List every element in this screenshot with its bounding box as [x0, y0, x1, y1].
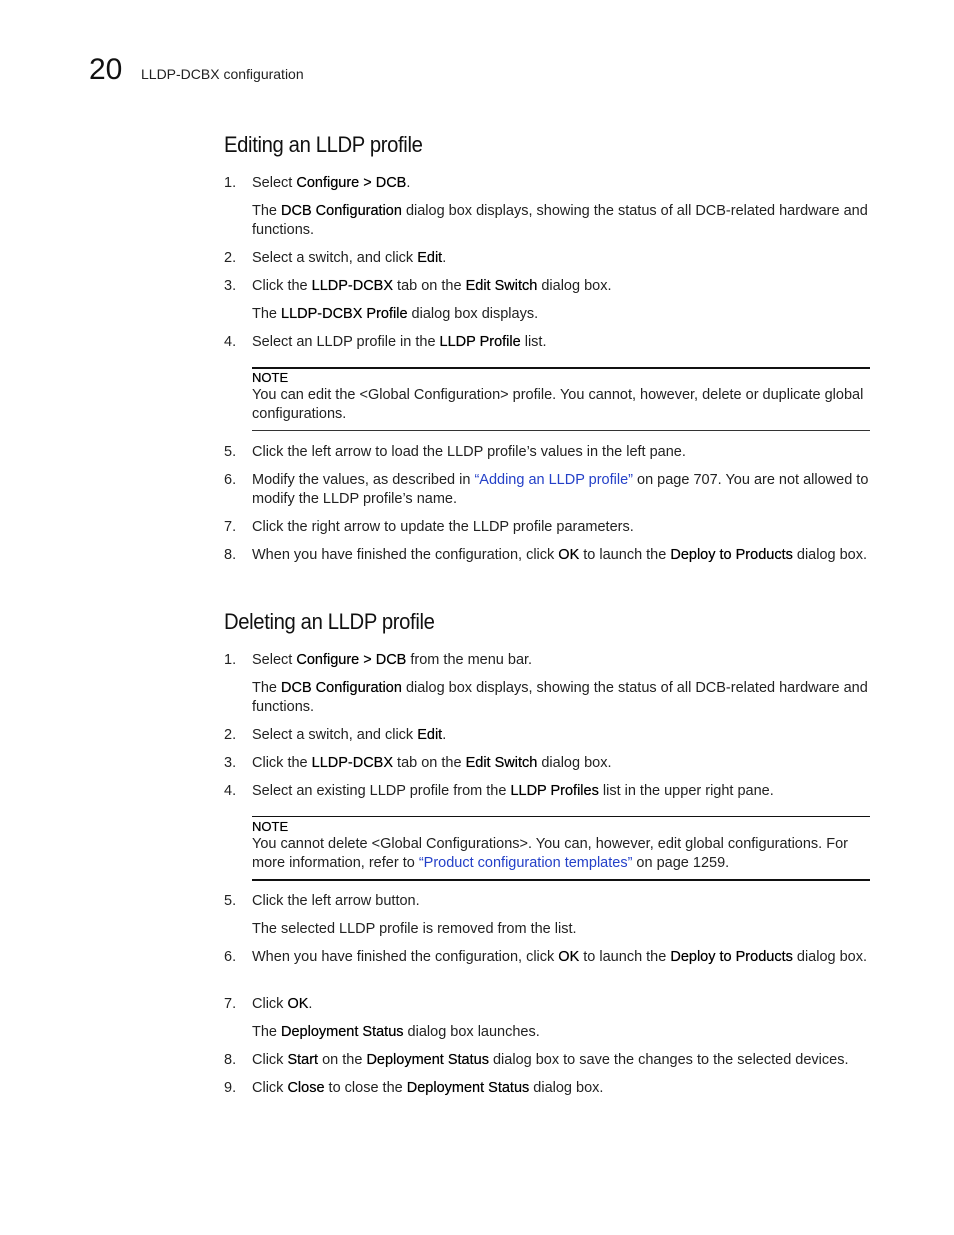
note-text — [252, 835, 870, 873]
step-number: 9. — [224, 1080, 237, 1096]
text: When you have finished the configuration, click — [252, 547, 559, 563]
text: Click the — [252, 278, 312, 294]
step-number: 7. — [224, 996, 237, 1012]
ui-term: LLDP-DCBX — [311, 755, 394, 771]
editing-note — [252, 367, 870, 433]
text: on the — [318, 1052, 367, 1068]
text: You cannot delete <Global Configurations>. You can, however, edit global configurations. For more information, refer to — [252, 836, 848, 871]
step-number: 3. — [224, 278, 237, 294]
cross-reference-link[interactable]: “Product configuration templates” — [418, 855, 633, 871]
text: The — [252, 306, 282, 322]
ui-term: LLDP Profiles — [510, 783, 599, 799]
text: Select a switch, and click — [252, 727, 418, 743]
text: dialog box. — [792, 949, 868, 965]
text: dialog box launches. — [403, 1024, 540, 1040]
step-number: 4. — [224, 334, 237, 350]
text: dialog box. — [529, 1080, 604, 1096]
step-number: 5. — [224, 893, 237, 909]
ui-term: Close — [287, 1080, 325, 1096]
ui-term: Edit Switch — [465, 278, 538, 294]
text: tab on the — [393, 755, 466, 771]
text: Select an LLDP profile in the — [252, 334, 440, 350]
text: Click — [252, 996, 288, 1012]
note-rule-top — [252, 816, 870, 817]
step-number: 2. — [224, 250, 237, 266]
note-rule-top — [252, 367, 870, 369]
step-number: 6. — [224, 949, 237, 965]
step-number: 5. — [224, 444, 237, 460]
ui-term: LLDP-DCBX — [311, 278, 394, 294]
editing-step-1-result — [252, 202, 870, 240]
deleting-step-7-result — [252, 1023, 870, 1042]
ui-term: Deploy to Products — [670, 949, 793, 965]
step-text — [252, 471, 870, 509]
text: The — [252, 1024, 282, 1040]
ui-term: Deploy to Products — [670, 547, 793, 563]
deleting-step-1-result — [252, 679, 870, 717]
text: Click — [252, 1052, 288, 1068]
text: on page 707. You are not allowed to modify the LLDP profile’s name. — [252, 472, 869, 507]
step-number: 1. — [224, 175, 237, 191]
step-text — [252, 948, 870, 967]
ui-term: DCB Configuration — [281, 203, 402, 219]
text: Select — [252, 175, 297, 191]
step-text — [252, 249, 870, 268]
step-text — [252, 174, 870, 193]
text: Click the — [252, 755, 312, 771]
text: Select an existing LLDP profile from the — [252, 783, 511, 799]
ui-term: LLDP Profile — [439, 334, 521, 350]
ui-term: Edit Switch — [465, 755, 538, 771]
step-text — [252, 995, 870, 1014]
ui-term: Edit — [417, 250, 443, 266]
text: dialog box displays. — [407, 306, 539, 322]
text: dialog box to save the changes to the selected devices. — [488, 1052, 849, 1068]
section-heading-deleting: Deleting an LLDP profile — [224, 609, 435, 634]
section-heading-editing: Editing an LLDP profile — [224, 132, 423, 157]
text: Select — [252, 652, 297, 668]
text: to launch the — [579, 949, 671, 965]
ui-term: Configure > DCB — [296, 175, 407, 191]
note-label: NOTE — [252, 819, 289, 834]
text: to launch the — [579, 547, 671, 563]
step-number: 6. — [224, 472, 237, 488]
deleting-step-5-result: The selected LLDP profile is removed from the list. — [252, 921, 577, 937]
ui-term: Deployment Status — [281, 1024, 404, 1040]
ui-term: Edit — [417, 727, 443, 743]
ui-term: DCB Configuration — [281, 680, 402, 696]
chapter-number: 20 — [89, 53, 123, 86]
step-text — [252, 1051, 870, 1070]
text: dialog box displays, showing the status of all DCB-related hardware and functions. — [252, 203, 868, 238]
ui-term: OK — [558, 949, 580, 965]
step-number: 3. — [224, 755, 237, 771]
text: The — [252, 680, 282, 696]
text: Select a switch, and click — [252, 250, 418, 266]
step-text — [252, 651, 870, 670]
ui-term: Start — [287, 1052, 319, 1068]
text: The — [252, 203, 282, 219]
ui-term: Deployment Status — [366, 1052, 489, 1068]
ui-term: LLDP-DCBX Profile — [281, 306, 408, 322]
text: . — [442, 250, 447, 266]
text: Click — [252, 1080, 288, 1096]
text: to close the — [324, 1080, 407, 1096]
note-rule-bottom — [252, 430, 870, 431]
step-number: 7. — [224, 519, 237, 535]
text: When you have finished the configuration, click — [252, 949, 559, 965]
ui-term: Deployment Status — [406, 1080, 530, 1096]
note-text: You can edit the <Global Configuration> profile. You cannot, however, delete or duplicate global configurations. — [252, 387, 864, 422]
step-text — [252, 782, 870, 801]
deleting-note — [252, 816, 870, 882]
step-number: 2. — [224, 727, 237, 743]
step-text — [252, 277, 870, 296]
text: dialog box. — [792, 547, 868, 563]
cross-reference-link[interactable]: “Adding an LLDP profile” — [474, 472, 633, 488]
text: dialog box displays, showing the status of all DCB-related hardware and functions. — [252, 680, 868, 715]
text: from the menu bar. — [406, 652, 533, 668]
step-number: 4. — [224, 783, 237, 799]
step-number: 1. — [224, 652, 237, 668]
step-text — [252, 1079, 870, 1098]
step-text — [252, 726, 870, 745]
ui-term: OK — [558, 547, 580, 563]
ui-term: Configure > DCB — [296, 652, 407, 668]
step-text — [252, 333, 870, 352]
step-text: Click the right arrow to update the LLDP profile parameters. — [252, 519, 634, 535]
step-number: 8. — [224, 547, 237, 563]
ui-term: OK — [287, 996, 309, 1012]
text: on page 1259. — [632, 855, 730, 871]
text: Modify the values, as described in — [252, 472, 475, 488]
step-text: Click the left arrow to load the LLDP profile’s values in the left pane. — [252, 444, 686, 460]
text: . — [442, 727, 447, 743]
note-label: NOTE — [252, 370, 289, 385]
text: tab on the — [393, 278, 466, 294]
step-text: Click the left arrow button. — [252, 893, 420, 909]
editing-step-3-result — [252, 305, 870, 324]
text: . — [406, 175, 411, 191]
step-text — [252, 546, 870, 565]
step-text — [252, 754, 870, 773]
step-number: 8. — [224, 1052, 237, 1068]
note-rule-bottom — [252, 879, 870, 881]
text: list in the upper right pane. — [598, 783, 774, 799]
text: . — [308, 996, 313, 1012]
text: list. — [520, 334, 547, 350]
chapter-title: LLDP-DCBX configuration — [141, 66, 304, 82]
text: dialog box. — [537, 278, 612, 294]
text: dialog box. — [537, 755, 612, 771]
